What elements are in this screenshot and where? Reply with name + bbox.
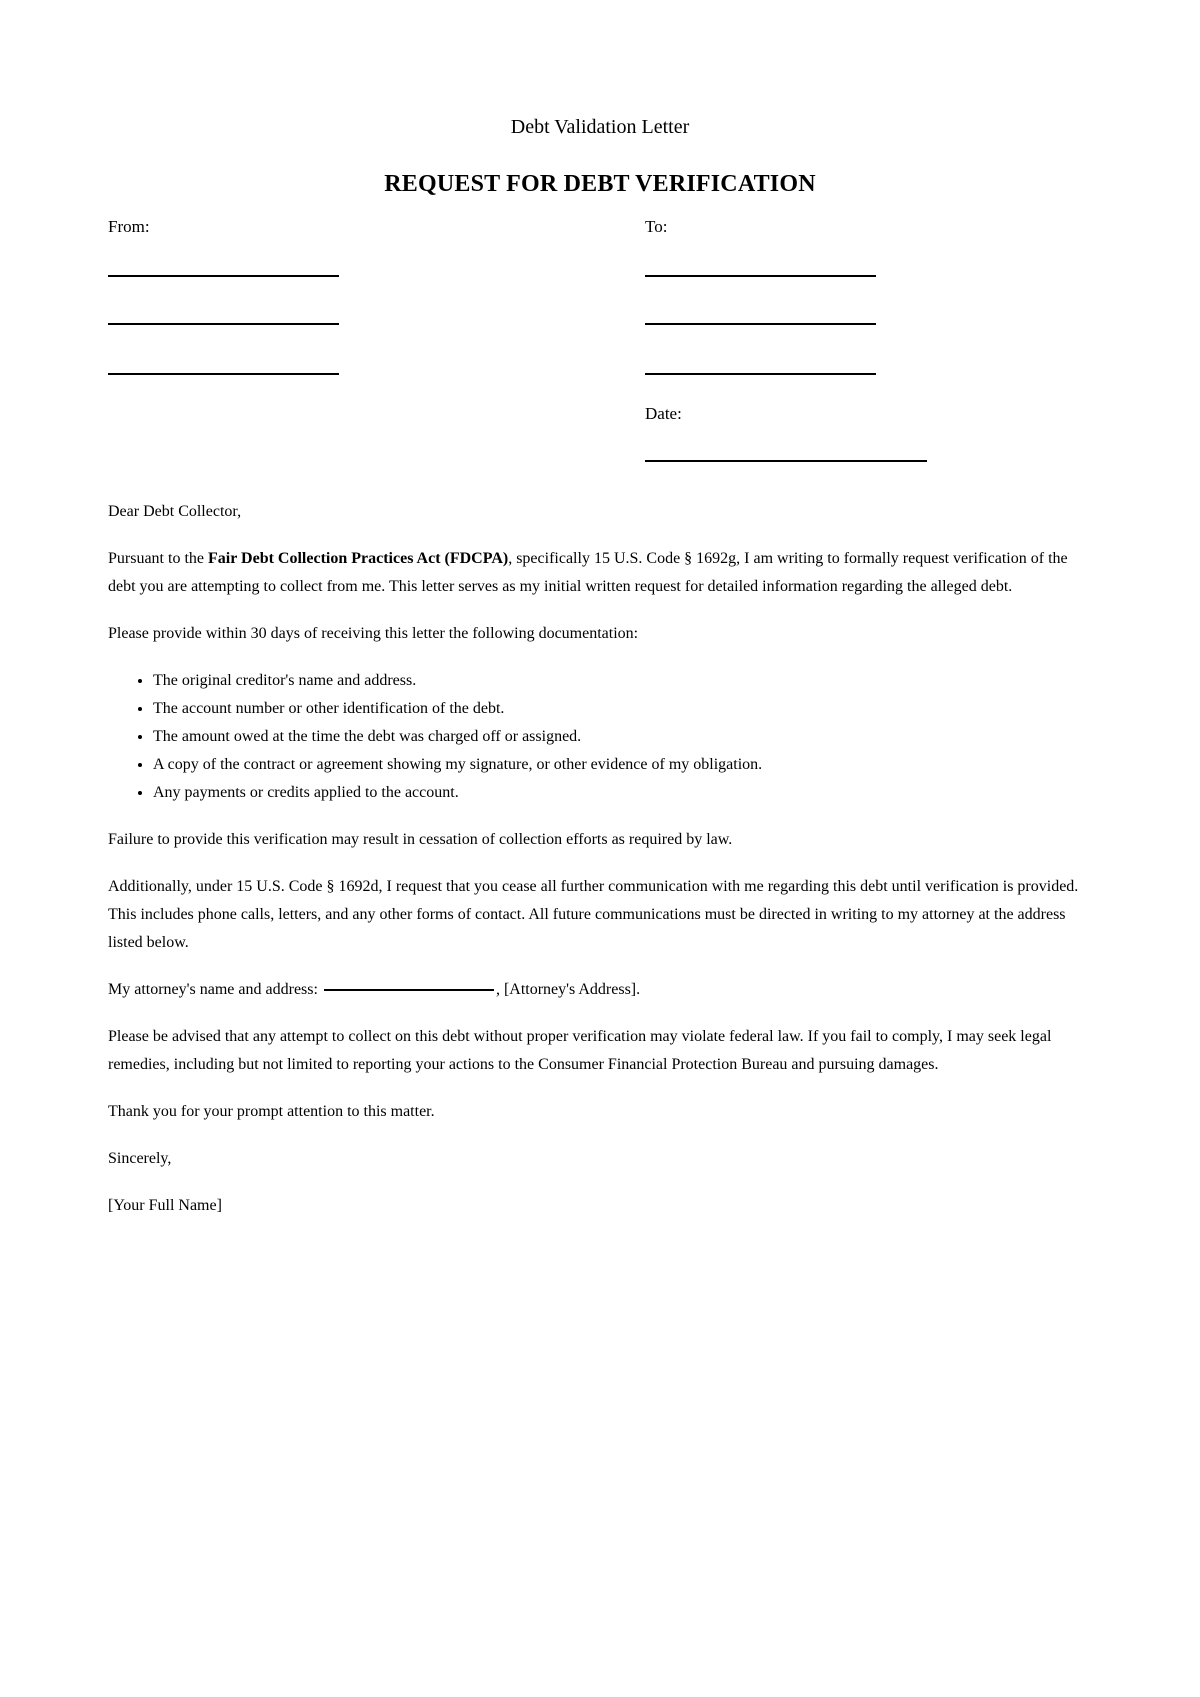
- to-blank-line-1[interactable]: [645, 275, 876, 277]
- paragraph-failure: Failure to provide this verification may result in cessation of collection efforts as required by law.: [108, 831, 733, 848]
- to-label: To:: [645, 217, 668, 236]
- attorney-line-pre: My attorney's name and address:: [108, 981, 322, 998]
- document-title: Debt Validation Letter: [510, 116, 690, 138]
- list-item: • The account number or other identification of the debt.: [153, 695, 1092, 723]
- closing: Sincerely,: [108, 1150, 172, 1167]
- date-blank-line[interactable]: [645, 460, 927, 462]
- paragraph-cease: Additionally, under 15 U.S. Code § 1692d, I request that you cease all further communication with me regarding this debt until verification is provided. This includes phone calls, letters, and any other forms of contact. All future communications must be directed in writing to my attorney at the address listed below.: [108, 878, 1079, 951]
- from-label: From:: [108, 217, 150, 236]
- list-item: • A copy of the contract or agreement showing my signature, or other evidence of my obligation.: [153, 751, 1092, 779]
- documentation-list: [108, 667, 1092, 807]
- address-block: [108, 216, 1092, 462]
- to-blank-line-2[interactable]: [645, 323, 876, 325]
- list-item: • Any payments or credits applied to the account.: [153, 779, 1092, 807]
- to-blank-line-3[interactable]: [645, 373, 876, 375]
- document-heading: REQUEST FOR DEBT VERIFICATION: [384, 171, 816, 197]
- list-item: • The amount owed at the time the debt was charged off or assigned.: [153, 723, 1092, 751]
- paragraph-thanks: Thank you for your prompt attention to this matter.: [108, 1103, 435, 1120]
- paragraph-fdcpa-post: , specifically 15 U.S. Code § 1692g, I am writing to formally request verification of the debt you are attempting to collect from me. This letter serves as my initial written request for detailed information regarding the alleged debt.: [108, 550, 1068, 595]
- attorney-name-blank-line[interactable]: [324, 989, 494, 991]
- from-column: [108, 216, 339, 462]
- letter-body: [108, 498, 1092, 1220]
- list-item: • The original creditor's name and address.: [153, 667, 1092, 695]
- to-column: [645, 216, 927, 462]
- date-label: Date:: [645, 404, 682, 423]
- letter-page: [108, 0, 1092, 1220]
- attorney-line-post: , [Attorney's Address].: [495, 981, 641, 998]
- paragraph-provide: Please provide within 30 days of receiving this letter the following documentation:: [108, 625, 639, 642]
- fdcpa-bold-text: Fair Debt Collection Practices Act (FDCPA): [208, 550, 509, 567]
- paragraph-warning: Please be advised that any attempt to collect on this debt without proper verification may violate federal law. If you fail to comply, I may seek legal remedies, including but not limited to reporting your actions to the Consumer Financial Protection Bureau and pursuing damages.: [108, 1028, 1052, 1073]
- signature-placeholder: [Your Full Name]: [108, 1197, 222, 1214]
- from-blank-line-1[interactable]: [108, 275, 339, 277]
- paragraph-fdcpa-pre: Pursuant to the: [108, 550, 208, 567]
- paragraph-fdcpa: [108, 545, 1092, 601]
- from-blank-line-2[interactable]: [108, 323, 339, 325]
- attorney-line: [108, 976, 1092, 1004]
- salutation: Dear Debt Collector,: [108, 503, 242, 520]
- from-blank-line-3[interactable]: [108, 373, 339, 375]
